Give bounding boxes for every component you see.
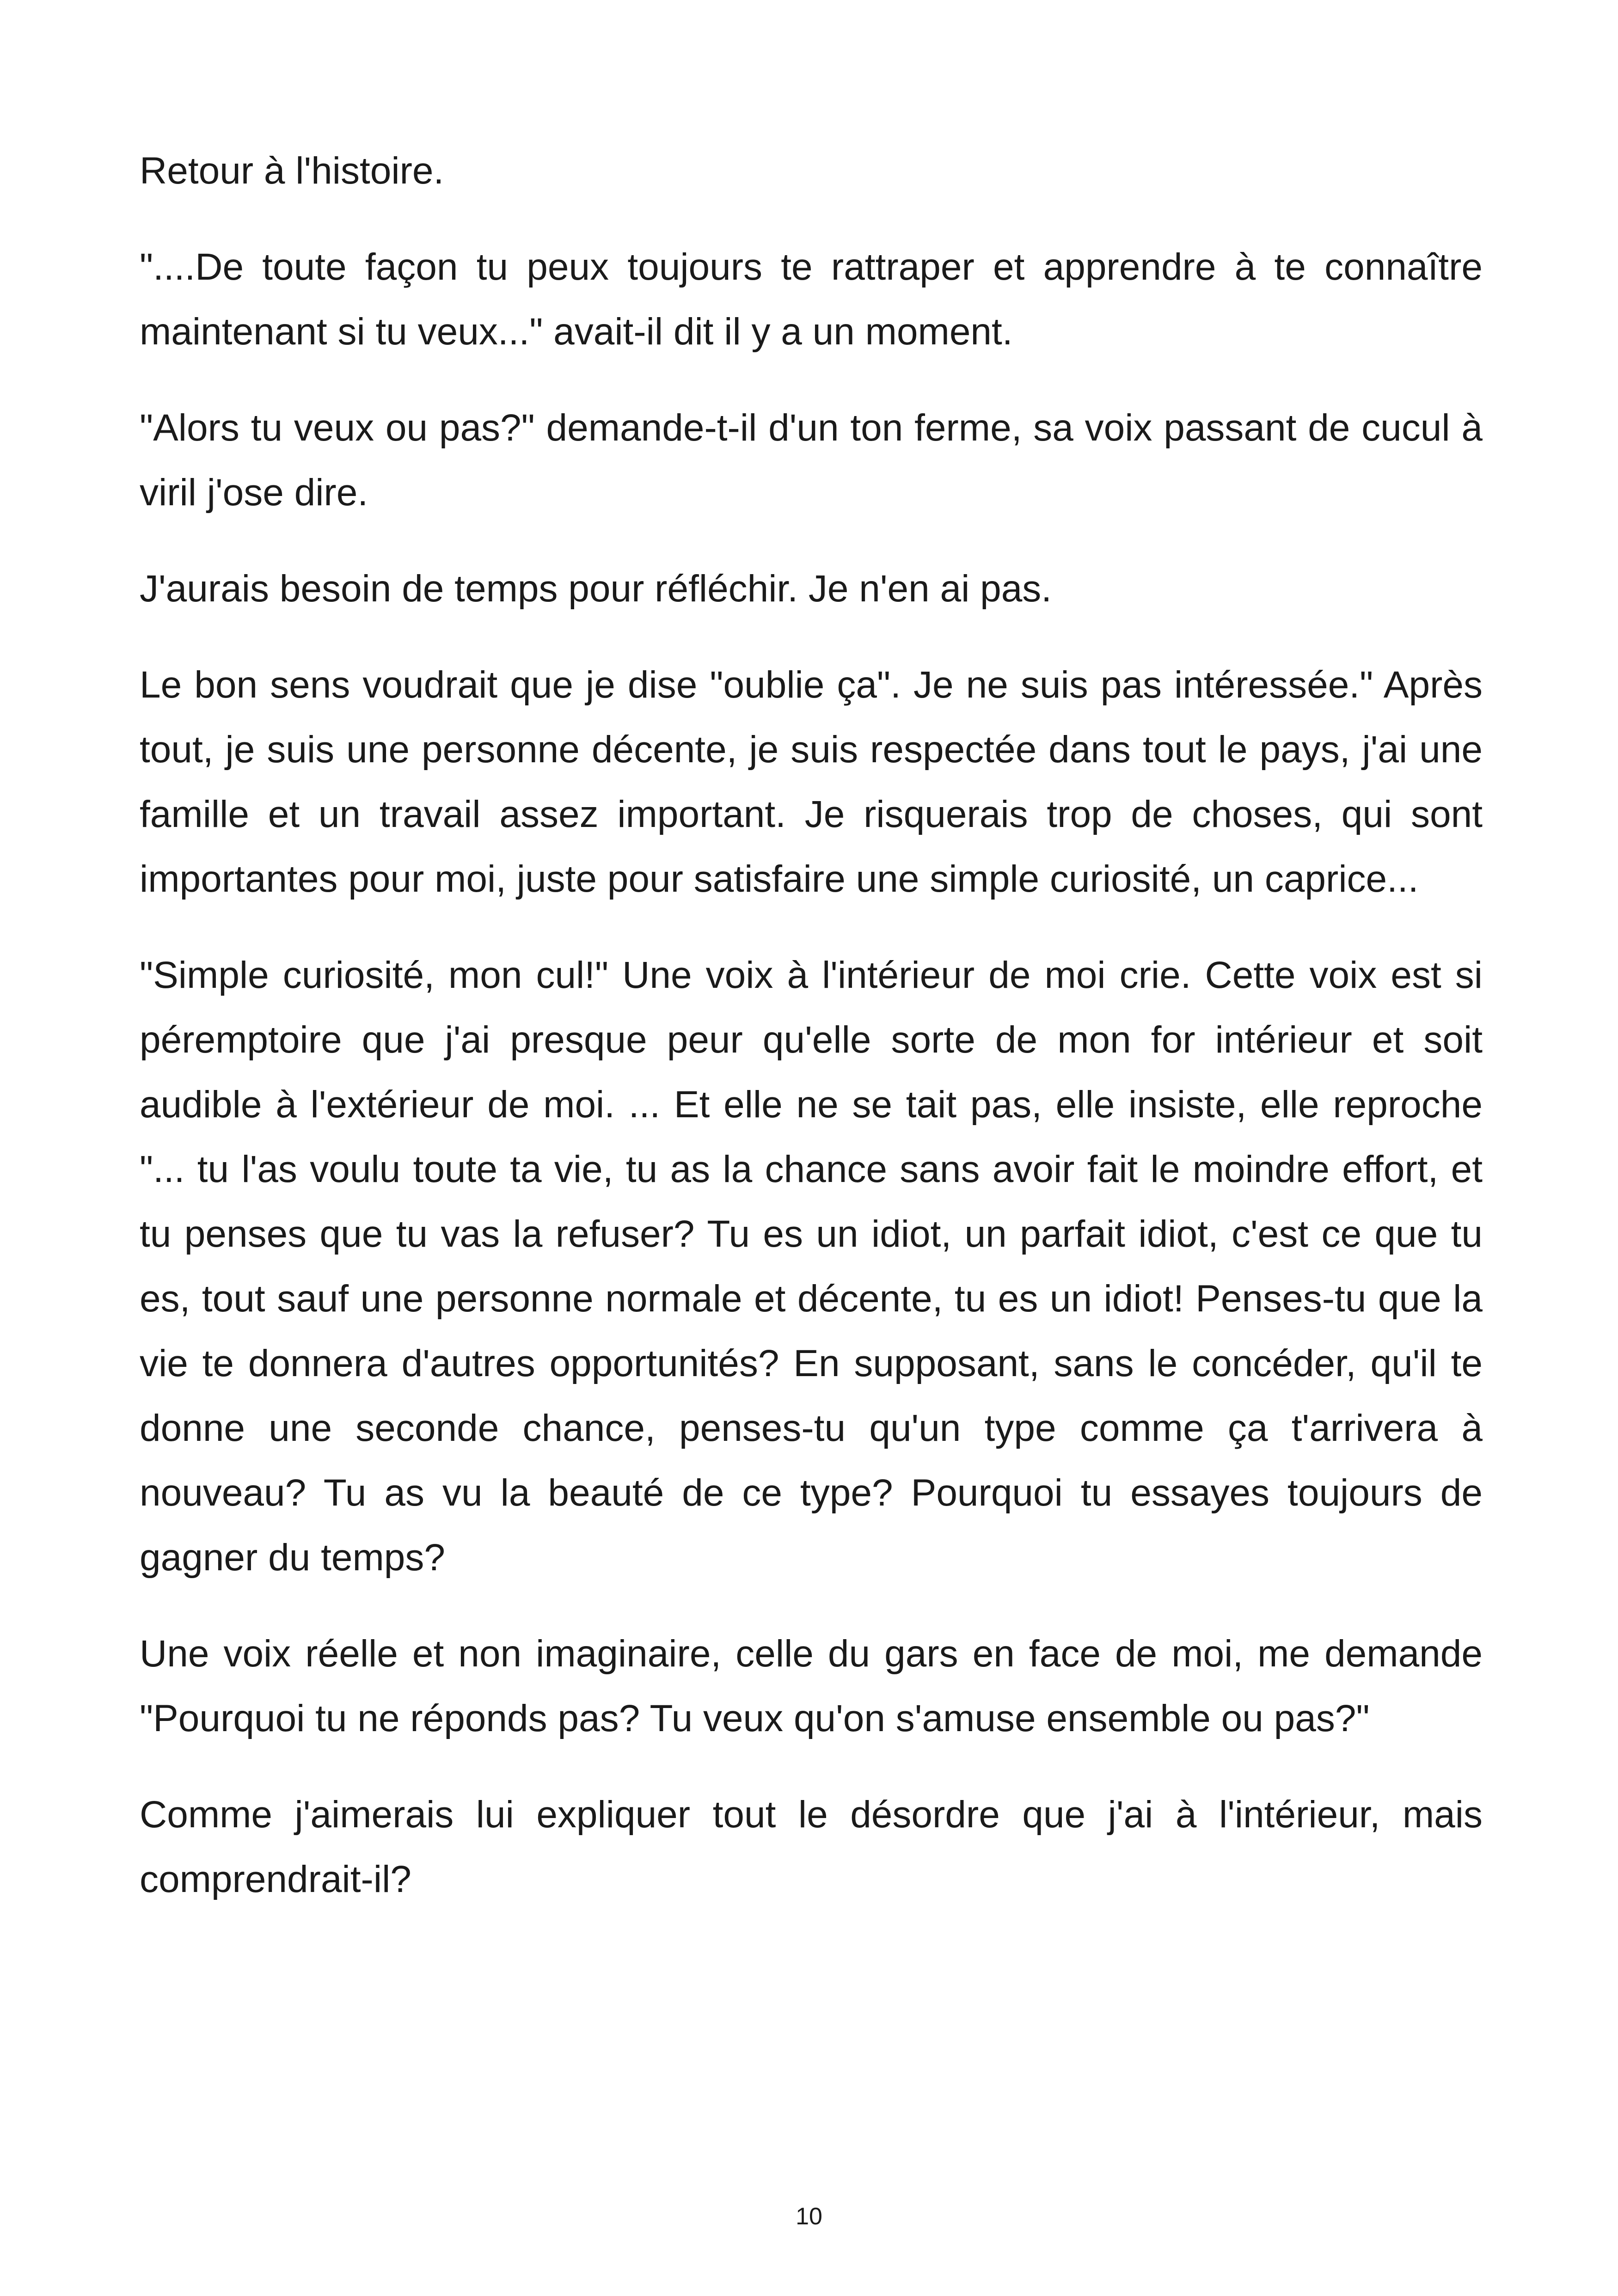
paragraph-6: "Simple curiosité, mon cul!" Une voix à l'intérieur de moi crie. Cette voix est si péremptoire que j'ai presque peur qu'elle sorte de mon for intérieur et soit audible à l'extérieur de moi. ... Et elle ne se tait pas, elle insiste, elle reproche "... tu l'as voulu toute ta vie, tu as la chance sans avoir fait le moindre effort, et tu penses que tu vas la refuser? Tu es un idiot, un parfait idiot, c'est ce que tu es, tout sauf une personne normale et décente, tu es un idiot! Penses-tu que la vie te donnera d'autres opportunités? En supposant, sans le concéder, qu'il te donne une seconde chance, penses-tu qu'un type comme ça t'arrivera à nouveau? Tu as vu la beauté de ce type? Pourquoi tu essayes toujours de gagner du temps?: [140, 954, 1483, 1579]
paragraph-3: "Alors tu veux ou pas?" demande-t-il d'un ton ferme, sa voix passant de cucul à viril j'ose dire.: [140, 407, 1483, 514]
paragraph-5: Le bon sens voudrait que je dise "oublie ça". Je ne suis pas intéressée." Après tout, je suis une personne décente, je suis respectée dans tout le pays, j'ai une famille et un travail assez important. Je risquerais trop de choses, qui sont importantes pour moi, juste pour satisfaire une simple curiosité, un caprice...: [140, 664, 1483, 900]
paragraph-4: J'aurais besoin de temps pour réfléchir. Je n'en ai pas.: [140, 568, 1052, 610]
paragraph-8: Comme j'aimerais lui expliquer tout le désordre que j'ai à l'intérieur, mais comprendrait-il?: [140, 1794, 1483, 1900]
text-body: [140, 139, 1483, 1943]
paragraph-1: Retour à l'histoire.: [140, 150, 444, 192]
page-number: 10: [796, 2203, 822, 2230]
paragraph-2: "....De toute façon tu peux toujours te rattraper et apprendre à te connaître maintenant si tu veux..." avait-il dit il y a un moment.: [140, 246, 1483, 353]
paragraph-7: Une voix réelle et non imaginaire, celle du gars en face de moi, me demande "Pourquoi tu ne réponds pas? Tu veux qu'on s'amuse ensemble ou pas?": [140, 1633, 1483, 1739]
